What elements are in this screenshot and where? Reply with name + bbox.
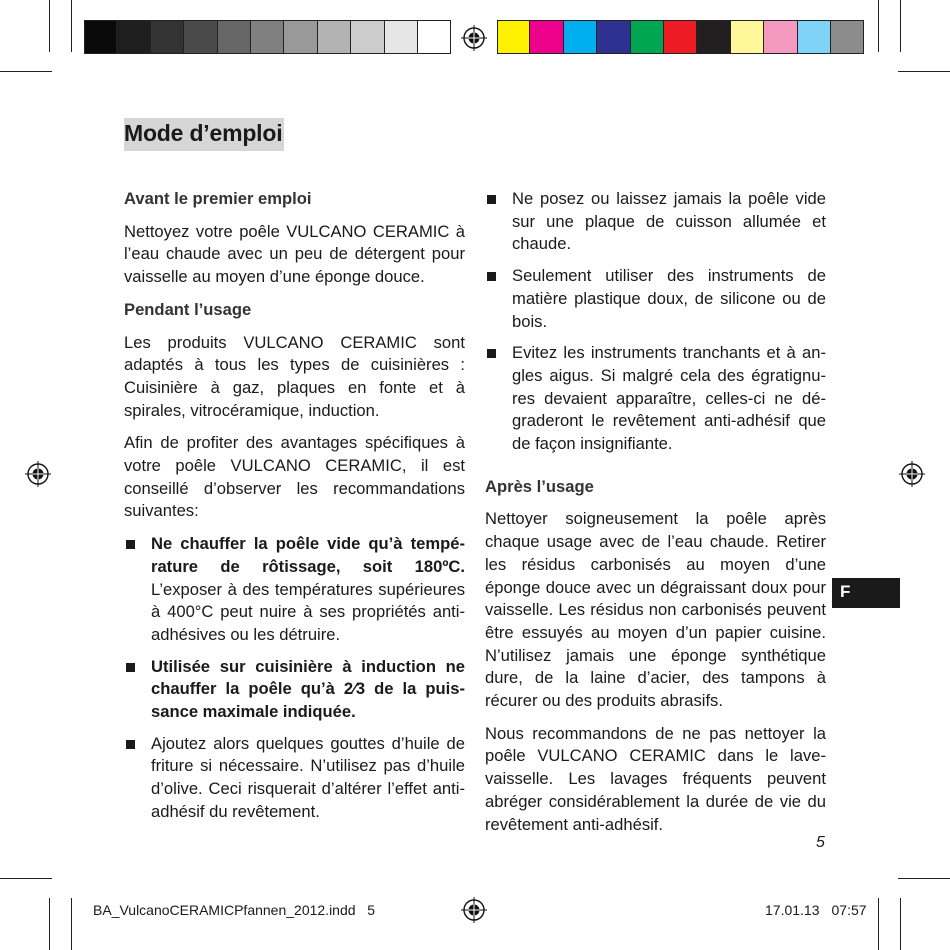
list-item	[485, 265, 826, 333]
color-swatch	[764, 20, 797, 54]
language-tab: F	[832, 578, 900, 608]
page-title: Mode d’emploi	[124, 118, 284, 151]
bullet-square-icon	[126, 663, 135, 672]
list-item	[485, 188, 826, 256]
paragraph: Nettoyer soigneusement la poêle après chaque usage avec de l’eau chaude. Retirer les résidus carbonisés au moyen d’une éponge douce avec un dégraissant doux pour vaisselle. Les résidus non carbonisés peuvent être essuyés au moyen d’un papier cuisine. N’utilisez jamais une éponge synthétique dure, de la laine d’acier, des tampons à récurer ou des produits abrasifs.	[485, 509, 826, 711]
color-swatch	[831, 20, 864, 54]
list-item	[124, 733, 465, 824]
right-column	[485, 188, 826, 846]
section-heading-during-use: Pendant l’usage	[124, 299, 252, 319]
color-swatch	[218, 20, 251, 54]
crop-mark	[878, 898, 879, 950]
color-swatch	[351, 20, 384, 54]
color-swatch	[564, 20, 597, 54]
registration-mark-icon	[899, 461, 925, 487]
list-item	[124, 656, 465, 724]
slug-time: 07:57	[831, 902, 867, 918]
crop-mark	[49, 0, 50, 52]
slug-filename: BA_VulcanoCERAMICPfannen_2012.indd 5	[93, 902, 375, 918]
crop-mark	[0, 71, 52, 72]
color-swatch	[318, 20, 351, 54]
paragraph: Nettoyez votre poêle VULCANO CERAMIC à l’eau chaude avec un peu de détergent pour vaisselle au moyen d’une éponge douce.	[124, 221, 465, 287]
slug-date: 17.01.13	[765, 902, 820, 918]
bullet-square-icon	[126, 540, 135, 549]
color-swatch	[631, 20, 664, 54]
color-swatch	[84, 20, 117, 54]
crop-mark	[878, 0, 879, 52]
color-swatch	[251, 20, 284, 54]
registration-mark-icon	[461, 897, 487, 923]
left-column	[124, 188, 465, 833]
bullet-square-icon	[126, 740, 135, 749]
title-block	[124, 118, 284, 151]
color-swatch	[385, 20, 418, 54]
list-item	[124, 533, 465, 647]
paragraph: Les produits VULCANO CERAMIC sont adaptés à tous les types de cuisinières : Cuisinière à gaz, plaques en fonte et à spirales, vitrocéramique, induction.	[124, 332, 465, 420]
bullet-square-icon	[487, 195, 496, 204]
color-swatch	[597, 20, 630, 54]
crop-mark	[0, 878, 52, 879]
color-swatch	[184, 20, 217, 54]
bullet-square-icon	[487, 272, 496, 281]
crop-mark	[900, 898, 901, 950]
color-swatch	[284, 20, 317, 54]
section-heading-before-first-use: Avant le premier emploi	[124, 189, 312, 208]
color-swatch	[697, 20, 730, 54]
process-color-bar	[497, 20, 864, 54]
color-swatch	[530, 20, 563, 54]
section-heading-after-use: Après l’usage	[485, 476, 594, 496]
color-swatch	[798, 20, 831, 54]
crop-mark	[898, 71, 950, 72]
list-item-text: L’exposer à des températures supérieures à 400°C peut nuire à ses propriétés anti-adhésives ou les détruire.	[151, 579, 465, 644]
color-swatch	[117, 20, 150, 54]
list-item-text: Ajoutez alors quelques gouttes d’huile de friture si nécessaire. N’utilisez pas d’huile d’olive. Ceci risquerait d’altérer l’effet anti-adhésif du revêtement.	[151, 733, 465, 821]
bullet-square-icon	[487, 349, 496, 358]
list-item-text: Ne posez ou laissez jamais la poêle vide sur une plaque de cuisson allumée et chaude.	[512, 189, 826, 254]
crop-mark	[49, 898, 50, 950]
recommendations-list	[124, 533, 465, 823]
color-swatch	[731, 20, 764, 54]
crop-mark	[71, 898, 72, 950]
paragraph: Afin de profiter des avantages spécifiques à votre poêle VULCANO CERAMIC, il est conseillé d’observer les recommandations suivantes:	[124, 433, 465, 521]
crop-mark	[898, 878, 950, 879]
list-item-bold-text: Ne chauffer la poêle vide qu’à température de rôtissage, soit 180ºC.	[151, 534, 465, 576]
registration-mark-icon	[25, 461, 51, 487]
color-swatch	[418, 20, 451, 54]
color-swatch	[151, 20, 184, 54]
list-item	[485, 342, 826, 456]
grayscale-color-bar	[84, 20, 451, 54]
paragraph: Nous recommandons de ne pas nettoyer la poêle VULCANO CERAMIC dans le lave-vaisselle. Les lavages fréquents peuvent abréger considérablement la durée de vie du revêtement anti-adhésif.	[485, 723, 826, 834]
list-item-text: Evitez les instruments tranchants et à angles aigus. Si malgré cela des égratignures devaient apparaître, celles-ci ne dégraderont le revêtement anti-adhésif que de façon insignifiante.	[512, 343, 826, 454]
recommendations-list-continued	[485, 188, 826, 456]
registration-mark-icon	[461, 25, 487, 51]
color-swatch	[664, 20, 697, 54]
crop-mark	[71, 0, 72, 52]
list-item-text: Seulement utiliser des instruments de matière plastique doux, de silicone ou de bois.	[512, 266, 826, 331]
color-swatch	[497, 20, 530, 54]
list-item-bold-text: Utilisée sur cuisinière à induction ne chauffer la poêle qu’à 2⁄3 de la puissance maximale indiquée.	[151, 656, 465, 722]
page-number: 5	[816, 834, 825, 851]
crop-mark	[900, 0, 901, 52]
slug-timestamp	[765, 902, 867, 918]
